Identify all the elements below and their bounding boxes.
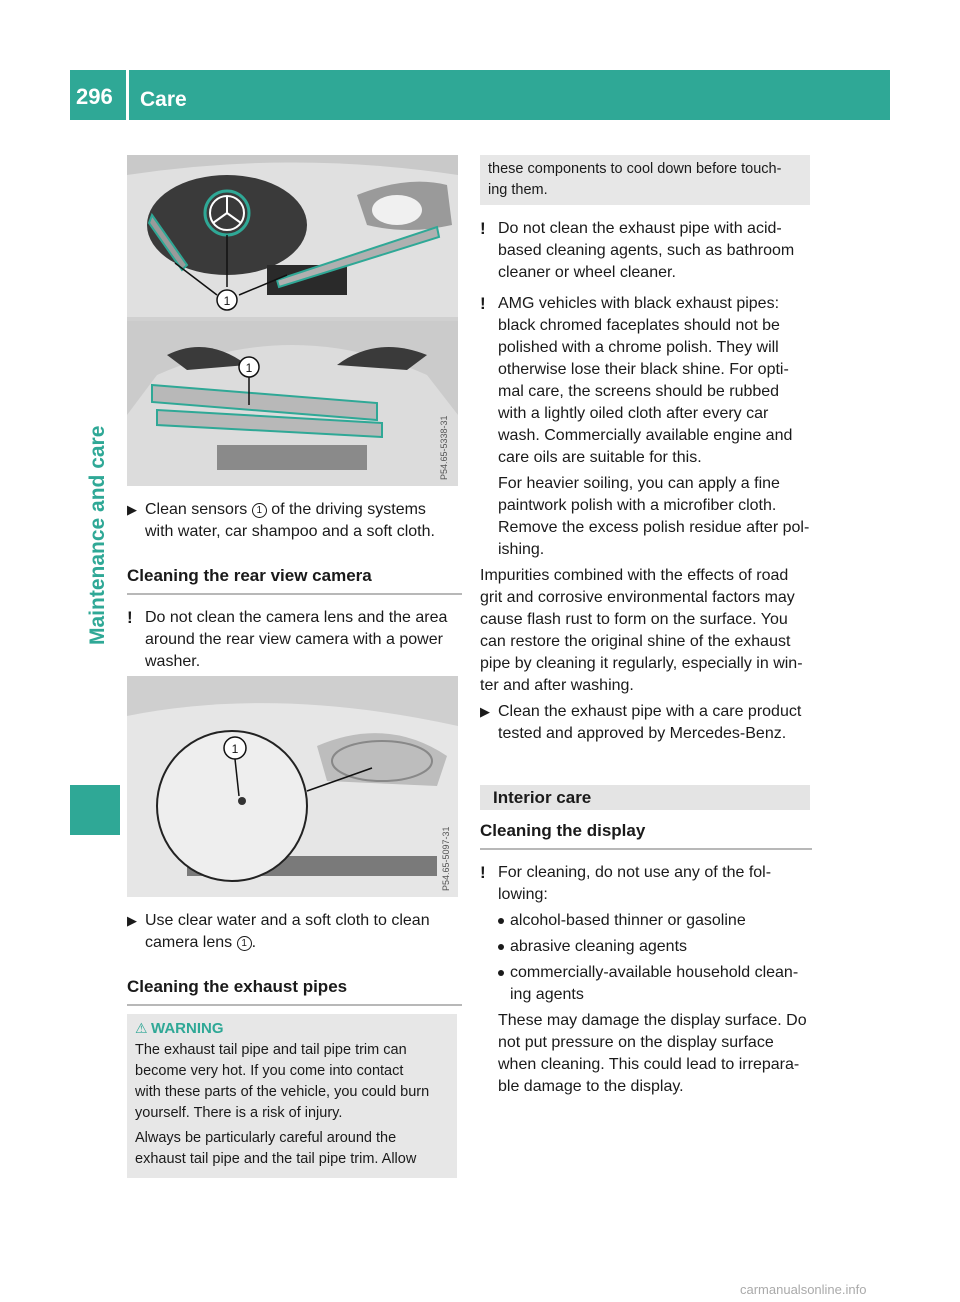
page-title: Care [140, 88, 187, 111]
callout-1b: 1 [245, 361, 253, 375]
arrow-icon: ▶ [127, 913, 137, 928]
callout-1c: 1 [231, 742, 239, 756]
arrow-icon: ▶ [480, 704, 490, 719]
step-clean-exhaust: ▶ Clean the exhaust pipe with a care product tested and approved by Mercedes-Benz. [480, 703, 802, 742]
sensors-figure [127, 155, 458, 486]
arrow-icon: ▶ [127, 502, 137, 517]
exclamation-icon: ! [127, 608, 133, 627]
heading-display: Cleaning the display [480, 820, 812, 850]
list-item: commercially-available household clean- ing agents [498, 962, 812, 1006]
callout-1-icon: 1 [237, 936, 252, 951]
warning-box: ⚠ WARNING The exhaust tail pipe and tail pipe trim can become very hot. If you come into contact with these parts of the vehicle, you could burn yourself. There is a risk of injury. Always be particularly careful around the exhaust tail pipe and the tail pipe trim. Allow [127, 1014, 457, 1178]
step-clean-camera: ▶ Use clear water and a soft cloth to clean camera lens 1 . [127, 912, 430, 951]
camera-note: ! Do not clean the camera lens and the area around the rear view camera with a power washer. [127, 608, 448, 670]
callout-1a: 1 [223, 294, 231, 308]
warning-label: WARNING [151, 1020, 224, 1037]
heading-exhaust: Cleaning the exhaust pipes [127, 976, 462, 1006]
figure-code-1: P54.65-5338-31 [439, 415, 449, 480]
figure-code-2: P54.65-5097-31 [441, 826, 451, 891]
right-column [480, 218, 812, 745]
warning-triangle-icon: ⚠ [135, 1020, 148, 1036]
warning-box-continued: these components to cool down before touch- ing them. [480, 155, 810, 205]
header-divider [126, 70, 129, 120]
camera-figure [127, 676, 458, 897]
section-interior-care: Interior care [480, 785, 810, 810]
left-column-2 [127, 910, 462, 1006]
sidebar-label: Maintenance and care [86, 425, 109, 645]
exclamation-icon: ! [480, 219, 486, 238]
sidebar-block [70, 785, 120, 835]
callout-1-icon: 1 [252, 503, 267, 518]
display-note: ! For cleaning, do not use any of the fol- lowing: alcohol-based thinner or gasoline abrasive cleaning agents commercially-available household clean- ing agents These may damage the display surface. Do not put pressure on the display surface when cleaning. This could lead to irrepara- ble damage to the display. [480, 862, 812, 1098]
list-item: alcohol-based thinner or gasoline [498, 910, 812, 932]
page-header [70, 70, 890, 120]
exhaust-paragraph: Impurities combined with the effects of road grit and corrosive environmental factors may cause flash rust to form on the surface. You can restore the original shine of the exhaust pipe by cleaning it regularly, especially in win- ter and after washing. [480, 567, 803, 694]
page-number: 296 [76, 84, 113, 109]
exclamation-icon: ! [480, 294, 486, 313]
footer-watermark: carmanualsonline.info [740, 1282, 867, 1297]
heading-rear-camera: Cleaning the rear view camera [127, 565, 462, 595]
step-clean-sensors: ▶ Clean sensors 1 of the driving systems with water, car shampoo and a soft cloth. [127, 501, 435, 540]
exhaust-note-amg: ! AMG vehicles with black exhaust pipes: black chromed faceplates should not be polished with a chrome polish. They will otherwise lose their black shine. For opti- mal care, the screens should be rubbed with a lightly oiled cloth after every car wash. Commercially available engine and care oils are suitable for this. For heavier soiling, you can apply a fine paintwork polish with a microfiber cloth. Remove the excess polish residue after pol- ishing. [480, 294, 810, 558]
exclamation-icon: ! [480, 863, 486, 882]
exhaust-note-acid: ! Do not clean the exhaust pipe with acid- based cleaning agents, such as bathroom cleaner or wheel cleaner. [480, 219, 795, 281]
left-column [127, 499, 462, 673]
right-column-2 [480, 820, 812, 1098]
list-item: abrasive cleaning agents [498, 936, 812, 958]
